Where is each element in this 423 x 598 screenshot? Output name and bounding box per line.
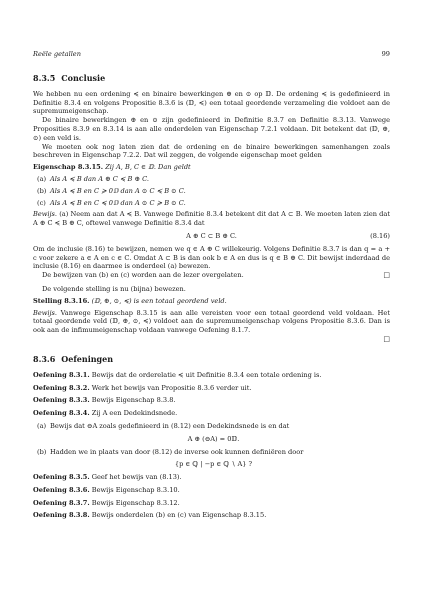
property-item-b (37, 187, 390, 196)
proof-rest: De bewijzen van (b) en (c) worden aan de lezer overgelaten. (42, 271, 244, 280)
property-8-3-15 (33, 163, 390, 172)
property-statement: Zij A, B, C ∈ 𝔻. Dan geldt (105, 163, 191, 172)
exercise-text: Werk het bewijs van Propositie 8.3.6 verder uit. (91, 383, 252, 392)
exercise-8-3-7 (33, 499, 390, 508)
item-text: Als A ≼ B en C ≼ 0𝔻 dan A ⊙ C ≽ B ⊙ C. (50, 198, 186, 207)
equation-number: (8.16) (370, 231, 390, 240)
item-label: (b) (37, 186, 47, 195)
exercise-text: Bewijs Eigenschap 8.3.10. (91, 485, 180, 494)
proof-text: Vanwege Eigenschap 8.3.15 is aan alle vereisten voor een totaal geordend veld voldaan. Het totaal geordende veld (𝔻, ⊕, ⊙, ≼) voldoet aan de supremumeigenschap volgens Propositie 8.3.6. Dan is ook aan de infimumeigenschap voldaan vanwege Oefening 8.1.7. (33, 308, 390, 335)
theorem-label: Stelling 8.3.16. (33, 296, 90, 305)
paragraph-4: De volgende stelling is nu (bijna) bewezen. (42, 284, 186, 293)
exercise-text: Bewijs dat de orderelatie ≼ uit Definitie 8.3.4 een totale ordening is. (91, 370, 322, 379)
theorem-statement: (𝔻, ⊕, ⊙, ≼) is een totaal geordend veld. (91, 296, 227, 305)
paragraph-1: We hebben nu een ordening ≼ en binaire bewerkingen ⊕ en ⊙ op 𝔻. De ordening ≼ is gedefinieerd in Definitie 8.3.4 en volgens Propositie 8.3.6 is (𝔻, ≼) een totaal geordende verzameling die voldoet aan de supremumeigenschap. (33, 89, 390, 116)
exercise-4-part-b (37, 448, 390, 470)
exercise-8-3-8 (33, 511, 390, 520)
page-number: 99 (381, 50, 390, 58)
exercise-text: Bewijs Eigenschap 8.3.12. (91, 498, 180, 507)
display-equation-8-16 (33, 232, 390, 241)
proof-end-line (33, 271, 390, 280)
item-label: (c) (37, 198, 46, 207)
exercise-8-3-2 (33, 384, 390, 393)
paragraph-2: De binaire bewerkingen ⊕ en ⊙ zijn gedefinieerd in Definitie 8.3.7 en Definitie 8.3.13. Vanwege Proposities 8.3.9 en 8.3.14 is aan alle onderdelen van Eigenschap 7.2.1 voldaan. Dit betekent dat (𝔻, ⊕, ⊙) een veld is. (33, 116, 390, 142)
exercise-label: Oefening 8.3.1. (33, 370, 90, 379)
exercise-label: Oefening 8.3.3. (33, 396, 90, 405)
section-title: Oefeningen (61, 353, 114, 364)
exercise-label: Oefening 8.3.2. (33, 383, 90, 392)
header-title: Reële getallen (33, 50, 81, 58)
section-heading-oefeningen (33, 354, 390, 364)
exercise-label: Oefening 8.3.8. (33, 511, 90, 520)
qed-symbol: □ (383, 271, 390, 280)
property-items (33, 175, 390, 207)
exercise-label: Oefening 8.3.4. (33, 409, 90, 418)
item-text: Als A ≼ B en C ≽ 0𝔻 dan A ⊙ C ≼ B ⊙ C. (50, 186, 186, 195)
exercise-text: Geef het bewijs van (8.13). (91, 473, 182, 482)
item-text: Als A ≼ B dan A ⊕ C ≼ B ⊕ C. (50, 174, 149, 183)
proof-1 (33, 210, 390, 228)
running-header (33, 50, 390, 59)
proof-2 (33, 309, 390, 335)
item-label: (a) (37, 174, 47, 183)
exercise-4-parts (33, 422, 390, 469)
exercise-8-3-5 (33, 473, 390, 482)
display-set-definition: {p ∈ ℚ | −p ∈ ℚ ∖ A} ? (174, 460, 253, 469)
exercise-8-3-1 (33, 371, 390, 380)
exercise-8-3-6 (33, 486, 390, 495)
proof-label: Bewijs. (33, 210, 58, 219)
section-title: Conclusie (61, 72, 106, 83)
property-item-a (37, 175, 390, 184)
section-heading-conclusie (33, 73, 390, 83)
proof-continuation: Om de inclusie (8.16) te bewijzen, nemen we q ∈ A ⊕ C willekeurig. Volgens Definitie 8.3.7 is dan q = a + c voor zekere a ∈ A en c ∈ C. Omdat A ⊂ B is dan ook b ∈ A en dus is q ∈ B ⊕ C. Dit bewijst inderdaad de inclusie (8.16) en daarmee is onderdeel (a) bewezen. (33, 244, 390, 271)
section-number: 8.3.5 (33, 72, 56, 83)
item-text: Hadden we in plaats van door (8.12) de inverse ook kunnen definiëren door (50, 447, 304, 456)
exercise-label: Oefening 8.3.5. (33, 473, 90, 482)
equation: A ⊕ C ⊂ B ⊕ C. (186, 231, 237, 240)
paragraph-3: We moeten ook nog laten zien dat de ordening en de binaire bewerkingen samenhangen zoals beschreven in Eigenschap 7.2.2. Dat wil zeggen, de volgende eigenschap moet gelden (33, 142, 390, 160)
exercise-label: Oefening 8.3.7. (33, 498, 90, 507)
exercise-text: Bewijs Eigenschap 8.3.8. (91, 396, 176, 405)
proof-2-end (33, 335, 390, 344)
exercise-4-part-a (37, 422, 390, 444)
theorem-8-3-16 (33, 297, 390, 306)
exercise-text: Bewijs onderdelen (b) en (c) van Eigenschap 8.3.15. (91, 511, 267, 520)
proof-label: Bewijs. (33, 308, 58, 317)
qed-symbol: □ (383, 334, 390, 343)
display-equation-inverse: A ⊕ (⊖A) = 0𝔻. (187, 434, 240, 443)
item-label: (b) (37, 447, 47, 456)
exercise-8-3-3 (33, 396, 390, 405)
section-number: 8.3.6 (33, 353, 56, 364)
exercise-text: Zij A een Dedekindsnede. (91, 409, 178, 418)
property-item-c (37, 199, 390, 208)
page (33, 50, 390, 524)
exercise-8-3-4 (33, 409, 390, 418)
exercise-label: Oefening 8.3.6. (33, 485, 90, 494)
item-label: (a) (37, 421, 47, 430)
item-text: Bewijs dat ⊖A zoals gedefinieerd in (8.12) een Dedekindsnede is en dat (50, 421, 290, 430)
property-label: Eigenschap 8.3.15. (33, 163, 104, 172)
proof-text: (a) Neem aan dat A ≼ B. Vanwege Definitie 8.3.4 betekent dit dat A ⊂ B. We moeten laten zien dat A ⊕ C ≼ B ⊕ C, oftewel vanwege Definitie 8.3.4 dat (33, 210, 390, 228)
